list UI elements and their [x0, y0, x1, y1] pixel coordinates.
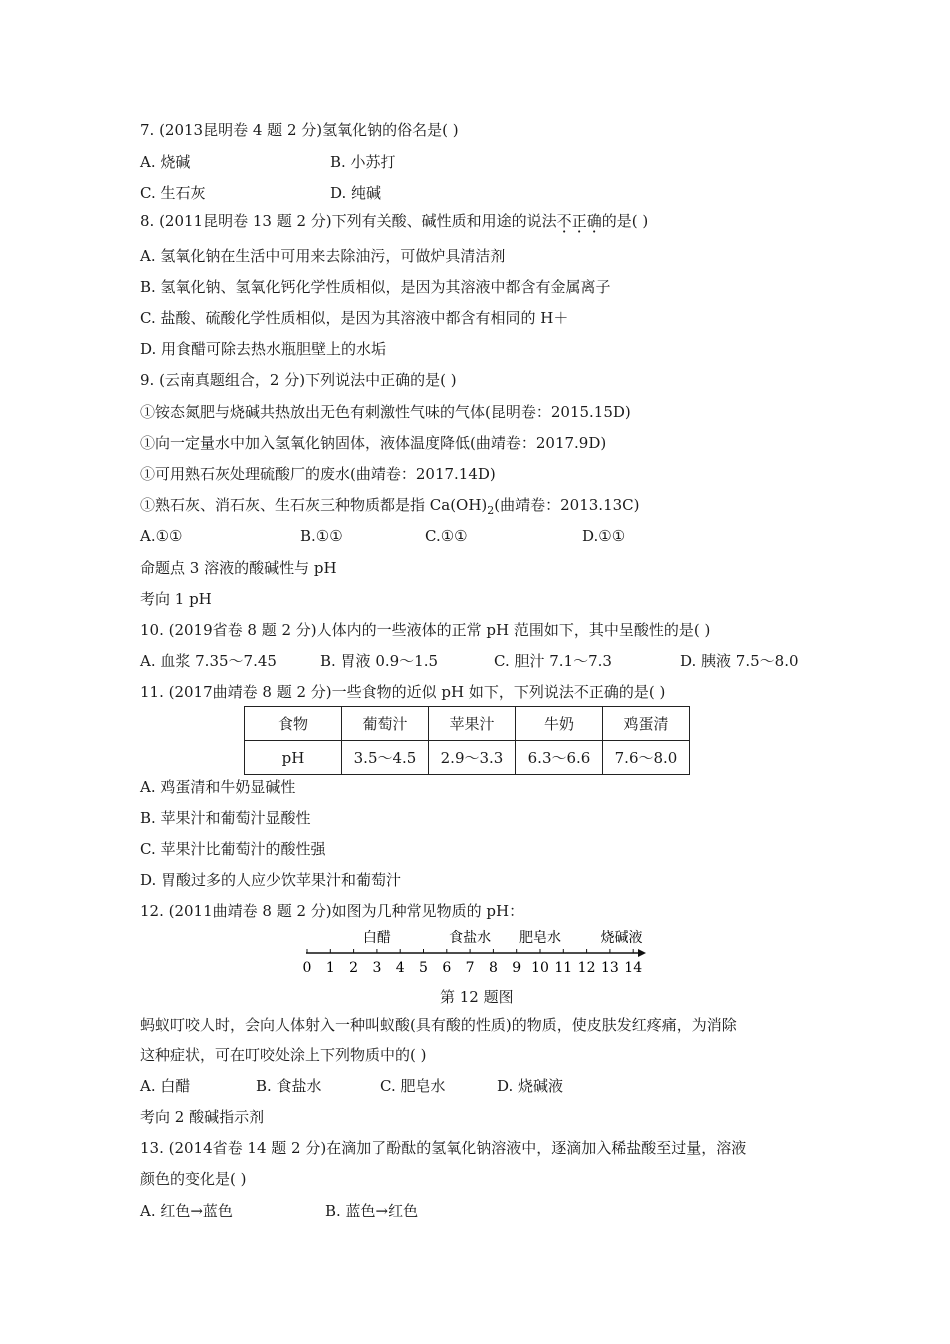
- scale-tick-label: 12: [577, 960, 596, 976]
- q11-option-a: A. 鸡蛋清和牛奶显碱性: [140, 778, 296, 796]
- table-cell: 苹果汁: [429, 707, 516, 741]
- direction-1-heading: 考向 1 pH: [140, 590, 212, 608]
- section-heading-3: 命题点 3 溶液的酸碱性与 pH: [140, 559, 337, 577]
- q8-option-c: C. 盐酸、硫酸化学性质相似，是因为其溶液中都含有相同的 H＋: [140, 309, 569, 327]
- q9-s4-post: (曲靖卷：2013.13C): [494, 496, 640, 514]
- scale-tick-label: 2: [349, 960, 359, 976]
- question-11-stem: 11. (2017曲靖卷 8 题 2 分)一些食物的近似 pH 如下，下列说法不正确的是( ): [140, 683, 666, 701]
- table-cell: pH: [245, 741, 342, 775]
- table-cell: 7.6～8.0: [603, 741, 690, 775]
- q9-option-c: C.①①: [425, 527, 468, 545]
- scale-substance-label: 肥皂水: [519, 930, 561, 946]
- q9-statement-1: ①铵态氮肥与烧碱共热放出无色有刺激性气味的气体(昆明卷：2015.15D): [140, 403, 631, 421]
- q12-text-line-2: 这种症状，可在叮咬处涂上下列物质中的( ): [140, 1046, 427, 1064]
- scale-tick-label: 3: [372, 960, 382, 976]
- question-13-stem-line-2: 颜色的变化是( ): [140, 1170, 247, 1188]
- ph-scale-figure: [300, 926, 650, 976]
- scale-substance-label: 食盐水: [449, 930, 492, 946]
- q10-option-a: A. 血浆 7.35～7.45: [140, 652, 277, 670]
- question-9-stem: 9. (云南真题组合，2 分)下列说法中正确的是( ): [140, 371, 457, 389]
- scale-tick-label: 1: [325, 960, 335, 976]
- scale-tick-label: 5: [419, 960, 428, 976]
- q8-stem-pre: 8. (2011昆明卷 13 题 2 分)下列有关酸、碱性质和用途的说法: [140, 212, 557, 230]
- question-10-stem: 10. (2019省卷 8 题 2 分)人体内的一些液体的正常 pH 范围如下，其中呈酸性的是( ): [140, 621, 711, 639]
- scale-tick-label: 0: [302, 960, 312, 976]
- q9-statement-2: ①向一定量水中加入氢氧化钠固体，液体温度降低(曲靖卷：2017.9D): [140, 434, 607, 452]
- q9-option-d: D.①①: [582, 527, 626, 545]
- q7-option-d: D. 纯碱: [330, 184, 382, 202]
- q9-s4-subscript: 2: [487, 504, 495, 517]
- q12-text-line-1: 蚂蚁叮咬人时，会向人体射入一种叫蚁酸(具有酸的性质)的物质，使皮肤发红疼痛，为消除: [140, 1016, 737, 1034]
- q11-option-c: C. 苹果汁比葡萄汁的酸性强: [140, 840, 326, 858]
- q9-statement-3: ①可用熟石灰处理硫酸厂的废水(曲靖卷：2017.14D): [140, 465, 496, 483]
- q8-option-b: B. 氢氧化钠、氢氧化钙化学性质相似，是因为其溶液中都含有金属离子: [140, 278, 611, 296]
- scale-tick-label: 6: [442, 960, 452, 976]
- q10-option-d: D. 胰液 7.5～8.0: [680, 652, 799, 670]
- table-header-row: [245, 707, 690, 741]
- q11-option-d: D. 胃酸过多的人应少饮苹果汁和葡萄汁: [140, 871, 402, 889]
- q8-emphasis-2: 正: [571, 212, 587, 230]
- scale-tick-label: 11: [554, 960, 573, 976]
- q9-statement-4: [140, 495, 640, 521]
- q12-option-d: D. 烧碱液: [497, 1077, 564, 1095]
- q12-option-c: C. 肥皂水: [380, 1077, 446, 1095]
- table-cell: 6.3～6.6: [516, 741, 603, 775]
- q7-option-a: A. 烧碱: [140, 153, 191, 171]
- table-cell: 食物: [245, 707, 342, 741]
- scale-tick-label: 4: [395, 960, 405, 976]
- question-7-stem: 7. (2013昆明卷 4 题 2 分)氢氧化钠的俗名是( ): [140, 121, 459, 139]
- q7-option-c: C. 生石灰: [140, 184, 206, 202]
- table-cell: 葡萄汁: [342, 707, 429, 741]
- q12-option-a: A. 白醋: [140, 1077, 191, 1095]
- q8-option-a: A. 氢氧化钠在生活中可用来去除油污，可做炉具清洁剂: [140, 247, 506, 265]
- question-13-stem-line-1: 13. (2014省卷 14 题 2 分)在滴加了酚酞的氢氧化钠溶液中，逐滴加入稀盐酸至过量，溶液: [140, 1139, 747, 1157]
- q13-option-a: A. 红色→蓝色: [140, 1202, 233, 1220]
- scale-tick-label: 14: [624, 960, 643, 976]
- q11-option-b: B. 苹果汁和葡萄汁显酸性: [140, 809, 311, 827]
- q10-option-c: C. 胆汁 7.1～7.3: [494, 652, 612, 670]
- table-row: [245, 741, 690, 775]
- table-cell: 3.5～4.5: [342, 741, 429, 775]
- table-cell: 鸡蛋清: [603, 707, 690, 741]
- q9-s4-pre: ①熟石灰、消石灰、生石灰三种物质都是指 Ca(OH): [140, 496, 488, 514]
- q8-emphasis-3: 确: [586, 212, 602, 230]
- q8-option-d: D. 用食醋可除去热水瓶胆壁上的水垢: [140, 340, 387, 358]
- question-8-stem: [140, 211, 648, 231]
- q7-option-b: B. 小苏打: [330, 153, 396, 171]
- q10-option-b: B. 胃液 0.9～1.5: [320, 652, 439, 670]
- scale-tick-label: 10: [531, 960, 549, 976]
- q9-option-b: B.①①: [300, 527, 343, 545]
- q9-option-a: A.①①: [140, 527, 183, 545]
- scale-tick-label: 7: [465, 960, 475, 976]
- figure-caption: 第 12 题图: [440, 988, 514, 1006]
- scale-substance-label: 白醋: [362, 930, 391, 946]
- arrow-head-icon: [638, 949, 646, 957]
- table-cell: 牛奶: [516, 707, 603, 741]
- q8-emphasis-1: 不: [556, 212, 572, 230]
- ph-table: [244, 706, 690, 775]
- q13-option-b: B. 蓝色→红色: [325, 1202, 419, 1220]
- question-12-stem: 12. (2011曲靖卷 8 题 2 分)如图为几种常见物质的 pH：: [140, 902, 525, 920]
- q8-stem-post: 的是( ): [601, 212, 649, 230]
- scale-substance-label: 烧碱液: [600, 930, 643, 946]
- table-cell: 2.9～3.3: [429, 741, 516, 775]
- direction-2-heading: 考向 2 酸碱指示剂: [140, 1108, 265, 1126]
- scale-tick-label: 8: [488, 960, 498, 976]
- scale-tick-label: 13: [600, 960, 619, 976]
- q12-option-b: B. 食盐水: [256, 1077, 322, 1095]
- scale-tick-label: 9: [512, 960, 522, 976]
